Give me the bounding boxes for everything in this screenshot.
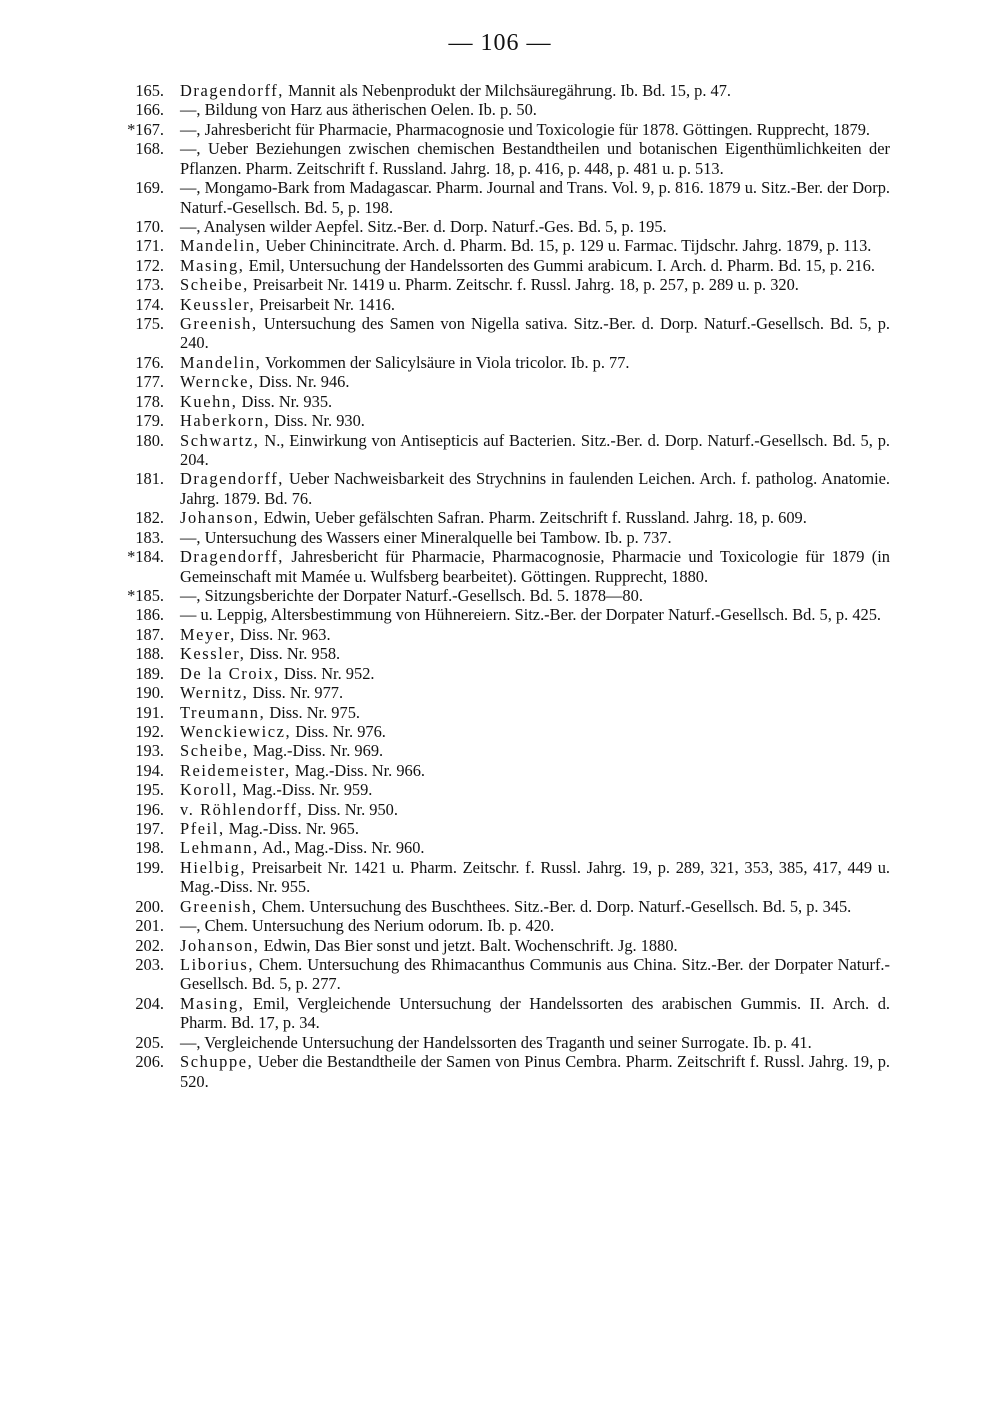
entry-text: —, Analysen wilder Aepfel. Sitz.-Ber. d. Dorp. Naturf.-Ges. Bd. 5, p. 195. [180, 216, 667, 236]
entry-text: Diss. Nr. 950. [303, 799, 398, 819]
bibliography-entry [118, 1033, 890, 1052]
entry-text: Emil, Untersuchung der Handelssorten des Gummi arabicum. I. Arch. d. Pharm. Bd. 15, p. 216. [244, 255, 875, 275]
entry-number: 189. [135, 663, 164, 683]
entry-number: 191. [135, 702, 164, 722]
bibliography-entry [118, 100, 890, 119]
entry-number: 192. [135, 721, 164, 741]
entry-number: 196. [135, 799, 164, 819]
bibliography-entry [118, 1052, 890, 1091]
entry-number: 195. [135, 780, 164, 800]
entry-number: 182. [135, 508, 164, 528]
entry-author: Koroll, [180, 780, 239, 800]
entry-text: Preisarbeit Nr. 1416. [255, 294, 395, 314]
entry-number: 175. [135, 314, 164, 334]
entry-text: Mag.-Diss. Nr. 959. [238, 780, 373, 800]
entry-author: Liborius, [180, 954, 255, 974]
bibliography-entry [118, 625, 890, 644]
bibliography-entry [118, 411, 890, 430]
entry-number: 204. [135, 993, 164, 1013]
entry-author: Haberkorn, [180, 411, 271, 431]
entry-text: Edwin, Ueber gefälschten Safran. Pharm. Zeitschrift f. Russland. Jahrg. 18, p. 609. [259, 508, 807, 528]
entry-text: Mannit als Nebenprodukt der Milchsäuregährung. Ib. Bd. 15, p. 47. [284, 81, 732, 100]
bibliography-entry [118, 994, 890, 1033]
entry-text: Mag.-Diss. Nr. 969. [248, 741, 384, 761]
entry-author: Keussler, [180, 294, 256, 314]
entry-text: Edwin, Das Bier sonst und jetzt. Balt. Wochenschrift. Jg. 1880. [259, 935, 678, 955]
entry-number: 176. [135, 352, 164, 372]
entry-author: Lehmann, [180, 838, 259, 858]
entry-text: —, Vergleichende Untersuchung der Handelssorten des Traganth und seiner Surrogate. Ib. p. 41. [180, 1032, 812, 1052]
entry-number: 187. [135, 624, 164, 644]
entry-text: Diss. Nr. 976. [291, 721, 386, 741]
entry-number: 166. [135, 100, 164, 120]
bibliography-list [118, 81, 890, 1091]
entry-text: Emil, Vergleichende Untersuchung der Handelssorten des arabischen Gummis. II. Arch. d. Pharm. Bd. 17, p. 34. [180, 993, 890, 1033]
entry-number: 183. [135, 527, 164, 547]
entry-number: 186. [135, 605, 164, 625]
entry-text: Diss. Nr. 977. [248, 683, 344, 703]
entry-author: Wernitz, [180, 683, 249, 703]
entry-author: Greenish, [180, 896, 258, 916]
bibliography-entry [118, 936, 890, 955]
entry-number: 178. [135, 391, 164, 411]
entry-number: 190. [135, 683, 164, 703]
bibliography-entry [118, 780, 890, 799]
bibliography-entry [118, 236, 890, 255]
entry-number: *184. [127, 547, 164, 567]
bibliography-entry [118, 703, 890, 722]
entry-text: Diss. Nr. 946. [254, 372, 350, 392]
bibliography-entry [118, 586, 890, 605]
entry-text: Ueber Chinincitrate. Arch. d. Pharm. Bd. 15, p. 129 u. Farmac. Tijdschr. Jahrg. 1879, p. 113. [261, 236, 872, 256]
entry-text: —, Mongamo-Bark from Madagascar. Pharm. Journal and Trans. Vol. 9, p. 816. 1879 u. Sitz.-Ber. der Dorp. Naturf.-Gesellsch. Bd. 5, p. 198. [180, 178, 890, 217]
entry-text: Diss. Nr. 952. [279, 663, 375, 683]
bibliography-entry [118, 139, 890, 178]
bibliography-entry [118, 858, 890, 897]
entry-author: Schwartz, [180, 430, 260, 450]
entry-author: Treumann, [180, 702, 266, 722]
entry-text: —, Ueber Beziehungen zwischen chemischen Bestandtheilen und botanischen Eigenthümlichkeiten der Pflanzen. Pharm. Zeitschrift f. Russland. Jahrg. 18, p. 416, p. 448, p. 481 u. p. 513. [180, 139, 890, 178]
bibliography-entry [118, 372, 890, 391]
entry-author: De la Croix, [180, 663, 280, 683]
entry-author: Scheibe, [180, 275, 249, 295]
bibliography-entry [118, 722, 890, 741]
entry-number: 203. [135, 954, 164, 974]
entry-number: 205. [135, 1032, 164, 1052]
entry-author: Kuehn, [180, 391, 238, 411]
entry-number: 188. [135, 644, 164, 664]
bibliography-entry [118, 741, 890, 760]
bibliography-entry [118, 469, 890, 508]
entry-text: Diss. Nr. 930. [270, 411, 365, 431]
entry-number: 180. [135, 430, 164, 450]
entry-author: Mandelin, [180, 352, 262, 372]
entry-text: Chem. Untersuchung des Rhimacanthus Communis aus China. Sitz.-Ber. der Dorpater Naturf.-Gesellsch. Bd. 5, p. 277. [180, 954, 890, 994]
entry-author: Dragendorff, [180, 469, 285, 489]
entry-text: Mag.-Diss. Nr. 966. [290, 760, 426, 780]
bibliography-entry [118, 664, 890, 683]
entry-text: Diss. Nr. 975. [265, 702, 360, 722]
entry-text: — u. Leppig, Altersbestimmung von Hühnereiern. Sitz.-Ber. der Dorpater Naturf.-Gesellsch. Bd. 5, p. 425. [180, 605, 882, 625]
bibliography-entry [118, 916, 890, 935]
entry-author: Wenckiewicz, [180, 721, 292, 741]
entry-text: —, Bildung von Harz aus ätherischen Oelen. Ib. p. 50. [180, 100, 537, 120]
entry-text: N., Einwirkung von Antisepticis auf Bacterien. Sitz.-Ber. d. Dorp. Naturf.-Gesellsch. Bd. 5, p. 204. [180, 430, 890, 470]
bibliography-entry [118, 955, 890, 994]
bibliography-entry [118, 819, 890, 838]
bibliography-entry [118, 605, 890, 624]
entry-text: —, Untersuchung des Wassers einer Mineralquelle bei Tambow. Ib. p. 737. [180, 527, 672, 547]
bibliography-entry [118, 800, 890, 819]
entry-number: 202. [135, 935, 164, 955]
bibliography-entry [118, 275, 890, 294]
entry-author: Masing, [180, 255, 245, 275]
bibliography-entry [118, 314, 890, 353]
bibliography-entry [118, 897, 890, 916]
entry-text: Chem. Untersuchung des Buschthees. Sitz.-Ber. d. Dorp. Naturf.-Gesellsch. Bd. 5, p. 345. [257, 896, 852, 916]
entry-number: 172. [135, 255, 164, 275]
bibliography-entry [118, 81, 890, 100]
bibliography-entry [118, 761, 890, 780]
bibliography-entry [118, 392, 890, 411]
entry-number: *167. [127, 119, 164, 139]
entry-number: 168. [135, 139, 164, 159]
entry-number: 165. [135, 81, 164, 100]
bibliography-entry [118, 217, 890, 236]
entry-author: Hielbig, [180, 857, 247, 877]
bibliography-entry [118, 683, 890, 702]
bibliography-entry [118, 644, 890, 663]
entry-author: Scheibe, [180, 741, 249, 761]
entry-author: Schuppe, [180, 1052, 254, 1072]
entry-text: —, Sitzungsberichte der Dorpater Naturf.-Gesellsch. Bd. 5. 1878—80. [180, 585, 643, 605]
entry-author: Johanson, [180, 508, 260, 528]
entry-author: Meyer, [180, 624, 236, 644]
entry-number: 197. [135, 819, 164, 839]
entry-text: Preisarbeit Nr. 1419 u. Pharm. Zeitschr. f. Russl. Jahrg. 18, p. 257, p. 289 u. p. 320. [248, 275, 799, 295]
entry-text: —, Jahresbericht für Pharmacie, Pharmacognosie und Toxicologie für 1878. Göttingen. Rupprecht, 1879. [180, 119, 870, 139]
entry-number: 181. [135, 469, 164, 489]
entry-number: 171. [135, 236, 164, 256]
entry-number: 206. [135, 1052, 164, 1072]
entry-text: Jahresbericht für Pharmacie, Pharmacognosie, Pharmacie und Toxicologie für 1879 (in Gemeinschaft mit Mamée u. Wulfsberg bearbeitet). Göttingen. Rupprecht, 1880. [180, 547, 890, 586]
entry-author: v. Röhlendorff, [180, 799, 304, 819]
entry-author: Dragendorff, [180, 81, 285, 100]
entry-number: 193. [135, 741, 164, 761]
entry-text: Diss. Nr. 958. [245, 644, 341, 664]
bibliography-entry [118, 547, 890, 586]
entry-author: Kessler, [180, 644, 246, 664]
entry-number: 169. [135, 178, 164, 198]
bibliography-entry [118, 508, 890, 527]
entry-text: Untersuchung des Samen von Nigella sativa. Sitz.-Ber. d. Dorp. Naturf.-Gesellsch. Bd. 5, p. 240. [180, 314, 890, 353]
entry-author: Dragendorff, [180, 547, 285, 567]
entry-text: Ueber die Bestandtheile der Samen von Pinus Cembra. Pharm. Zeitschrift f. Russl. Jahrg. 19, p. 520. [180, 1052, 890, 1091]
entry-number: 179. [135, 411, 164, 431]
entry-text: Ad., Mag.-Diss. Nr. 960. [258, 838, 425, 858]
entry-text: Preisarbeit Nr. 1421 u. Pharm. Zeitschr. f. Russl. Jahrg. 19, p. 289, 321, 353, 385, 417, 449 u. Mag.-Diss. Nr. 955. [180, 857, 890, 897]
entry-number: 199. [135, 857, 164, 877]
entry-author: Werncke, [180, 372, 255, 392]
entry-number: *185. [127, 585, 164, 605]
entry-number: 174. [135, 294, 164, 314]
entry-number: 194. [135, 760, 164, 780]
bibliography-entry [118, 295, 890, 314]
entry-author: Greenish, [180, 314, 258, 334]
entry-text: Ueber Nachweisbarkeit des Strychnins in faulenden Leichen. Arch. f. patholog. Anatomie. Jahrg. 1879. Bd. 76. [180, 469, 890, 508]
entry-number: 198. [135, 838, 164, 858]
bibliography-entry [118, 838, 890, 857]
entry-text: Diss. Nr. 935. [237, 391, 333, 411]
entry-text: Mag.-Diss. Nr. 965. [224, 819, 359, 839]
entry-author: Reidemeister, [180, 760, 291, 780]
entry-number: 200. [135, 896, 164, 916]
entry-author: Johanson, [180, 935, 260, 955]
bibliography-entry [118, 431, 890, 470]
entry-author: Pfeil, [180, 819, 225, 839]
entry-text: —, Chem. Untersuchung des Nerium odorum. Ib. p. 420. [180, 916, 555, 936]
entry-number: 170. [135, 216, 164, 236]
bibliography-entry [118, 528, 890, 547]
entry-text: Diss. Nr. 963. [235, 624, 331, 644]
entry-number: 177. [135, 372, 164, 392]
bibliography-entry [118, 353, 890, 372]
entry-number: 173. [135, 275, 164, 295]
bibliography-entry [118, 256, 890, 275]
bibliography-entry [118, 178, 890, 217]
entry-number: 201. [135, 916, 164, 936]
entry-author: Mandelin, [180, 236, 262, 256]
entry-author: Masing, [180, 993, 245, 1013]
page-number: — 106 — [448, 30, 552, 56]
entry-text: Vorkommen der Salicylsäure in Viola tricolor. Ib. p. 77. [261, 352, 630, 372]
bibliography-entry [118, 120, 890, 139]
